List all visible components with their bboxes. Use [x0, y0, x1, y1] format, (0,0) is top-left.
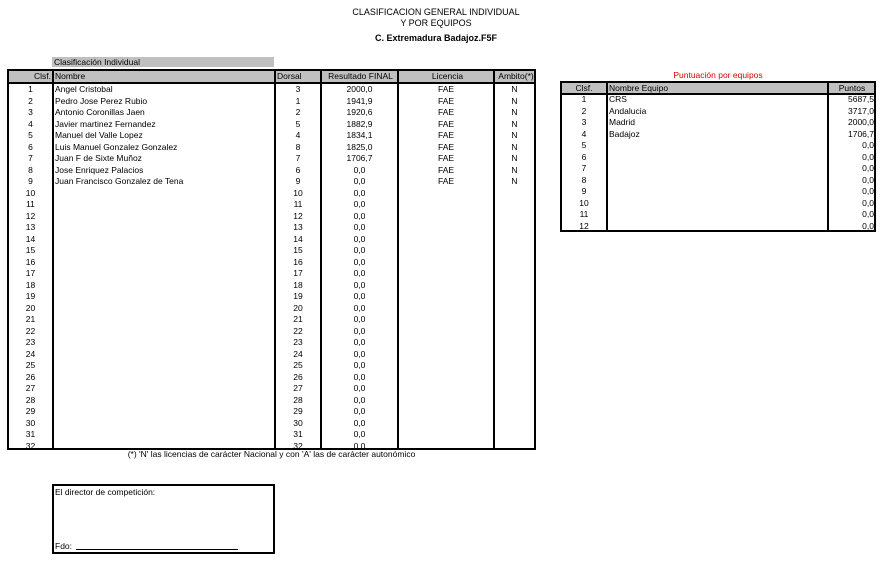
cell-licencia [399, 406, 493, 418]
cell-dorsal: 26 [293, 371, 303, 382]
cell-resultado: 0,0 [353, 256, 366, 267]
cell-team-clsf: 7 [581, 163, 587, 173]
cell-clsf: 30 [25, 417, 36, 428]
cell-ambito [495, 188, 534, 200]
cell-team-puntos: 0,0 [862, 163, 874, 173]
header-team-clsf: Clsf. [575, 83, 593, 93]
cell-team-puntos: 0,0 [862, 197, 874, 208]
header-team-puntos: Puntos [838, 83, 866, 93]
cell-dorsal: 4 [295, 130, 301, 140]
cell-team-puntos: 0,0 [862, 220, 874, 231]
cell-resultado: 0,0 [353, 360, 366, 370]
cell-dorsal: 6 [295, 164, 301, 175]
cell-ambito: N [511, 153, 518, 163]
header-licencia: Licencia [431, 71, 464, 81]
column-divider [606, 83, 608, 230]
header-nombre: Nombre [55, 71, 86, 81]
header-resultado: Resultado FINAL [328, 71, 393, 81]
cell-ambito [495, 418, 534, 430]
cell-resultado: 0,0 [353, 187, 366, 198]
cell-licencia [399, 383, 493, 395]
fdo-label: Fdo: [55, 541, 73, 551]
cell-nombre: Luis Manuel Gonzalez Gonzalez [55, 141, 178, 152]
cell-ambito [495, 245, 534, 257]
column-divider [52, 71, 54, 448]
cell-team-nombre: Andalucia [609, 105, 647, 116]
cell-resultado: 0,0 [353, 314, 366, 324]
cell-ambito [495, 349, 534, 361]
cell-dorsal: 10 [293, 187, 303, 198]
cell-ambito: N [511, 176, 518, 186]
cell-dorsal: 23 [293, 337, 303, 347]
cell-licencia [399, 372, 493, 384]
cell-nombre: Manuel del Valle Lopez [55, 130, 143, 140]
cell-ambito [495, 395, 534, 407]
cell-clsf: 25 [25, 360, 36, 370]
header-dorsal: Dorsal [277, 71, 302, 81]
cell-team-puntos: 5687,5 [848, 94, 874, 104]
cell-dorsal: 7 [295, 153, 301, 163]
cell-team-clsf: 6 [581, 151, 587, 162]
header-clsf: Clsf. [34, 71, 51, 81]
cell-licencia: FAE [437, 84, 455, 94]
cell-ambito [495, 303, 534, 315]
cell-team-puntos: 2000,0 [848, 117, 874, 127]
header-ambito: Ambito(*) [498, 71, 534, 81]
cell-team-clsf: 1 [581, 94, 587, 104]
cell-resultado: 1825,0 [346, 141, 373, 152]
cell-licencia [399, 234, 493, 246]
cell-dorsal: 11 [293, 199, 303, 209]
cell-team-puntos: 1706,7 [848, 128, 874, 139]
cell-ambito [495, 360, 534, 372]
cell-clsf: 28 [25, 394, 36, 405]
cell-team-puntos: 3717,0 [848, 105, 874, 116]
cell-dorsal: 29 [293, 406, 303, 416]
cell-clsf: 17 [25, 268, 36, 278]
cell-licencia [399, 268, 493, 280]
cell-licencia [399, 303, 493, 315]
cell-dorsal: 8 [295, 141, 301, 152]
cell-dorsal: 3 [295, 84, 301, 94]
cell-dorsal: 17 [293, 268, 303, 278]
cell-licencia [399, 257, 493, 269]
cell-ambito [495, 383, 534, 395]
cell-team-clsf: 10 [579, 197, 589, 208]
cell-licencia [399, 245, 493, 257]
cell-clsf: 7 [28, 153, 33, 163]
cell-team-clsf: 5 [581, 140, 587, 150]
cell-clsf: 16 [25, 256, 36, 267]
cell-team-clsf: 8 [581, 174, 587, 185]
cell-clsf: 14 [25, 233, 36, 244]
cell-ambito [495, 234, 534, 246]
cell-resultado: 0,0 [353, 440, 366, 451]
cell-ambito: N [511, 84, 518, 94]
cell-nombre: Juan F de Sixte Muñoz [55, 153, 142, 163]
cell-licencia [399, 211, 493, 223]
cell-team-clsf: 12 [579, 220, 589, 231]
cell-clsf: 12 [25, 210, 36, 221]
cell-resultado: 0,0 [353, 348, 366, 359]
cell-dorsal: 16 [293, 256, 303, 267]
cell-resultado: 0,0 [353, 325, 366, 336]
cell-ambito [495, 372, 534, 384]
cell-resultado: 0,0 [353, 210, 366, 221]
cell-nombre: Javier martinez Fernandez [55, 118, 156, 129]
cell-resultado: 0,0 [353, 417, 366, 428]
cell-clsf: 31 [25, 429, 36, 439]
header-team-nombre: Nombre Equipo [609, 83, 669, 93]
cell-resultado: 0,0 [353, 164, 366, 175]
cell-licencia [399, 199, 493, 211]
signature-box [52, 484, 275, 554]
cell-dorsal: 5 [295, 118, 301, 129]
cell-team-clsf: 4 [581, 128, 587, 139]
cell-licencia: FAE [437, 107, 455, 117]
cell-ambito [495, 268, 534, 280]
cell-ambito: N [511, 130, 518, 140]
cell-team-clsf: 9 [581, 186, 587, 196]
cell-licencia [399, 337, 493, 349]
cell-clsf: 27 [25, 383, 36, 393]
cell-licencia: FAE [437, 176, 455, 186]
cell-clsf: 4 [28, 118, 33, 129]
cell-licencia [399, 349, 493, 361]
cell-licencia [399, 314, 493, 326]
cell-ambito [495, 199, 534, 211]
cell-resultado: 1834,1 [346, 130, 373, 140]
cell-licencia [399, 418, 493, 430]
cell-team-puntos: 0,0 [862, 151, 874, 162]
cell-clsf: 29 [25, 406, 36, 416]
cell-clsf: 20 [25, 302, 36, 313]
cell-team-puntos: 0,0 [862, 209, 874, 219]
cell-clsf: 1 [28, 84, 33, 94]
cell-resultado: 2000,0 [346, 84, 373, 94]
cell-dorsal: 18 [293, 279, 303, 290]
cell-clsf: 21 [25, 314, 36, 324]
cell-licencia [399, 222, 493, 234]
cell-ambito [495, 429, 534, 441]
cell-licencia: FAE [437, 118, 455, 129]
cell-resultado: 0,0 [353, 222, 366, 232]
cell-licencia: FAE [437, 95, 455, 106]
cell-clsf: 11 [26, 199, 35, 209]
cell-ambito: N [511, 141, 518, 152]
cell-ambito [495, 291, 534, 303]
column-divider [827, 83, 829, 230]
cell-resultado: 0,0 [353, 268, 366, 278]
cell-licencia [399, 280, 493, 292]
cell-clsf: 26 [25, 371, 36, 382]
cell-dorsal: 30 [293, 417, 303, 428]
cell-licencia [399, 429, 493, 441]
cell-nombre: Jose Enriquez Palacios [55, 164, 144, 175]
cell-dorsal: 31 [293, 429, 303, 439]
cell-ambito [495, 337, 534, 349]
cell-resultado: 1882,9 [346, 118, 373, 129]
cell-ambito: N [511, 164, 518, 175]
cell-dorsal: 32 [293, 440, 303, 451]
cell-team-puntos: 0,0 [862, 140, 874, 150]
individual-table [7, 69, 536, 450]
cell-licencia: FAE [437, 130, 455, 140]
cell-clsf: 18 [25, 279, 36, 290]
cell-clsf: 22 [25, 325, 36, 336]
cell-clsf: 24 [25, 348, 36, 359]
cell-dorsal: 25 [293, 360, 303, 370]
individual-section-label: Clasificación Individual [52, 57, 274, 67]
page-title: CLASIFICACION GENERAL INDIVIDUAL [352, 7, 520, 17]
cell-dorsal: 28 [293, 394, 303, 405]
cell-licencia [399, 188, 493, 200]
cell-team-puntos: 0,0 [862, 186, 874, 196]
competition-subtitle: C. Extremadura Badajoz.F5F [374, 33, 498, 43]
cell-resultado: 0,0 [353, 371, 366, 382]
page-title-line2: Y POR EQUIPOS [400, 18, 472, 28]
cell-resultado: 1941,9 [346, 95, 373, 106]
cell-resultado: 0,0 [353, 279, 366, 290]
cell-resultado: 0,0 [353, 245, 366, 255]
cell-dorsal: 2 [295, 107, 301, 117]
cell-licencia: FAE [437, 164, 455, 175]
cell-dorsal: 13 [293, 222, 303, 232]
cell-dorsal: 9 [295, 176, 301, 186]
cell-ambito: N [511, 107, 518, 117]
cell-ambito [495, 222, 534, 234]
cell-resultado: 1706,7 [346, 153, 373, 163]
cell-licencia [399, 360, 493, 372]
cell-licencia [399, 395, 493, 407]
cell-clsf: 32 [25, 440, 36, 451]
cell-ambito [495, 257, 534, 269]
cell-licencia: FAE [437, 141, 455, 152]
cell-ambito: N [511, 95, 518, 106]
cell-resultado: 0,0 [353, 233, 366, 244]
team-section-title: Puntuación por equipos [673, 70, 763, 80]
cell-team-puntos: 0,0 [862, 174, 874, 185]
cell-ambito: N [511, 118, 518, 129]
cell-clsf: 6 [28, 141, 33, 152]
cell-resultado: 0,0 [353, 302, 366, 313]
cell-resultado: 0,0 [353, 291, 366, 301]
cell-nombre: Juan Francisco Gonzalez de Tena [55, 176, 184, 186]
cell-team-clsf: 3 [581, 117, 587, 127]
cell-team-nombre: Badajoz [609, 128, 640, 139]
cell-dorsal: 12 [293, 210, 303, 221]
cell-clsf: 8 [28, 164, 33, 175]
cell-dorsal: 14 [293, 233, 303, 244]
cell-resultado: 0,0 [353, 337, 366, 347]
cell-nombre: Pedro Jose Perez Rubio [55, 95, 148, 106]
cell-ambito [495, 211, 534, 223]
cell-resultado: 0,0 [353, 406, 366, 416]
cell-clsf: 3 [28, 107, 33, 117]
cell-dorsal: 22 [293, 325, 303, 336]
cell-team-nombre: CRS [609, 94, 627, 104]
cell-licencia [399, 291, 493, 303]
ambito-footnote: (*) 'N' las licencias de carácter Nacional y con 'A' las de carácter autonómico [127, 449, 416, 459]
cell-clsf: 15 [25, 245, 36, 255]
signature-line [76, 549, 238, 550]
team-table [560, 81, 876, 232]
cell-nombre: Angel Cristobal [55, 84, 113, 94]
cell-resultado: 0,0 [353, 199, 366, 209]
cell-clsf: 5 [28, 130, 33, 140]
cell-dorsal: 24 [293, 348, 303, 359]
cell-clsf: 19 [25, 291, 36, 301]
cell-resultado: 0,0 [353, 394, 366, 405]
cell-clsf: 2 [28, 95, 33, 106]
cell-dorsal: 20 [293, 302, 303, 313]
cell-resultado: 0,0 [353, 383, 366, 393]
cell-ambito [495, 406, 534, 418]
cell-licencia [399, 326, 493, 338]
cell-resultado: 1920,6 [346, 107, 373, 117]
cell-dorsal: 15 [293, 245, 303, 255]
cell-ambito [495, 314, 534, 326]
cell-clsf: 13 [25, 222, 36, 232]
cell-clsf: 10 [25, 187, 36, 198]
cell-nombre: Antonio Coronillas Jaen [55, 107, 145, 117]
cell-resultado: 0,0 [353, 176, 366, 186]
cell-ambito [495, 280, 534, 292]
cell-team-nombre: Madrid [609, 117, 635, 127]
director-label: El director de competición: [55, 487, 156, 497]
cell-dorsal: 21 [293, 314, 303, 324]
individual-table-header [9, 71, 534, 84]
cell-dorsal: 19 [293, 291, 303, 301]
cell-resultado: 0,0 [353, 429, 366, 439]
cell-ambito [495, 326, 534, 338]
cell-team-clsf: 2 [581, 105, 587, 116]
cell-licencia: FAE [437, 153, 455, 163]
cell-dorsal: 1 [295, 95, 301, 106]
cell-dorsal: 27 [293, 383, 303, 393]
cell-clsf: 23 [25, 337, 36, 347]
cell-clsf: 9 [28, 176, 33, 186]
cell-team-clsf: 11 [579, 209, 589, 219]
